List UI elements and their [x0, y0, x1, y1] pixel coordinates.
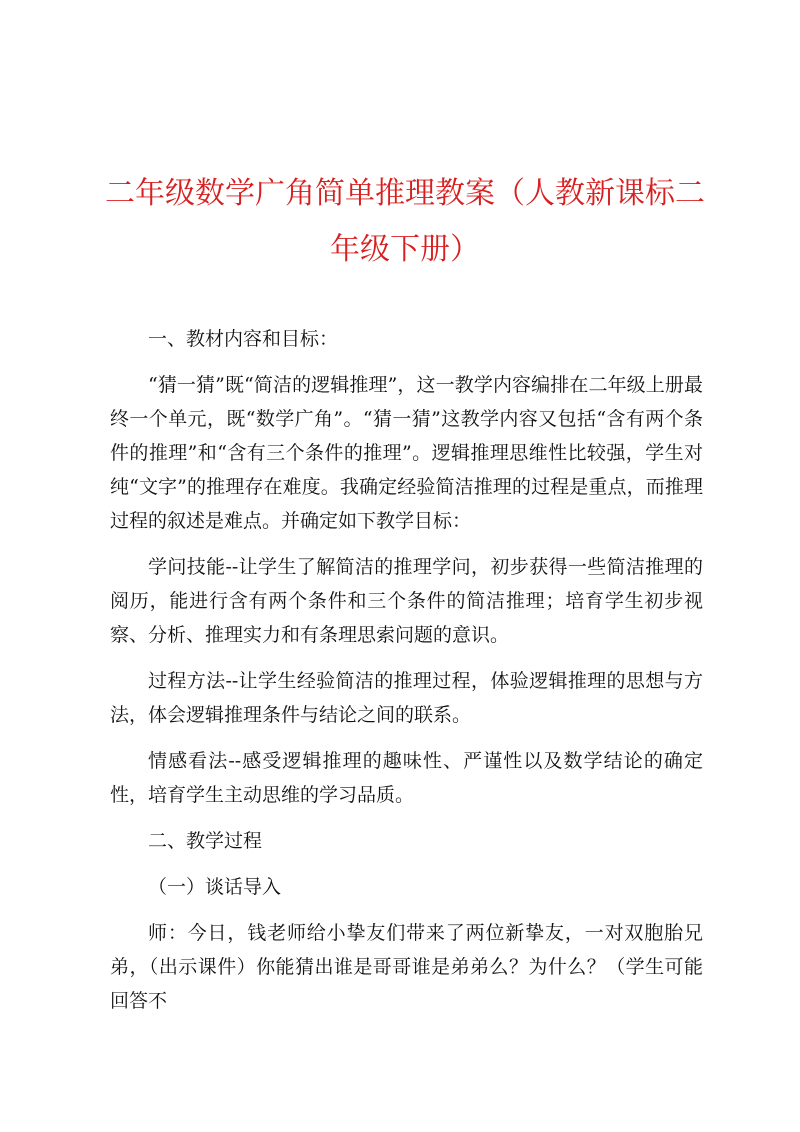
paragraph-process-method: 过程方法--让学生经验简洁的推理过程，体验逻辑推理的思想与方法，体会逻辑推理条件与结论之间的联系。: [110, 670, 703, 726]
paragraph-intro: “猜一猜”既“简洁的逻辑推理”，这一教学内容编排在二年级上册最终一个单元，既“数学广角”。“猜一猜”这教学内容又包括“含有两个条件的推理”和“含有三个条件的推理”。逻辑推理思维性比较强，学生对纯“文字”的推理存在难度。我确定经验简洁推理的过程是重点，而推理过程的叙述是难点。并确定如下教学目标：: [110, 374, 703, 532]
document-body: [110, 322, 703, 1018]
section-heading-materials: 一、教材内容和目标：: [148, 328, 339, 350]
paragraph-knowledge-skills: 学问技能--让学生了解简洁的推理学问，初步获得一些简洁推理的阅历，能进行含有两个条件和三个条件的简洁推理；培育学生初步视察、分析、推理实力和有条理思索问题的意识。: [110, 556, 703, 646]
paragraph-emotion-attitude: 情感看法--感受逻辑推理的趣味性、严谨性以及数学结论的确定性，培育学生主动思维的学习品质。: [110, 750, 703, 806]
document-title: 二年级数学广角简单推理教案（人教新课标二年级下册）: [105, 176, 705, 267]
section-heading-process: 二、教学过程: [148, 830, 263, 852]
paragraph-teacher-dialogue: 师：今日，钱老师给小挚友们带来了两位新挚友，一对双胞胎兄弟，（出示课件）你能猜出谁是哥哥谁是弟弟么？为什么？（学生可能回答不: [110, 922, 703, 1012]
subsection-heading-intro: （一）谈话导入: [148, 876, 282, 898]
